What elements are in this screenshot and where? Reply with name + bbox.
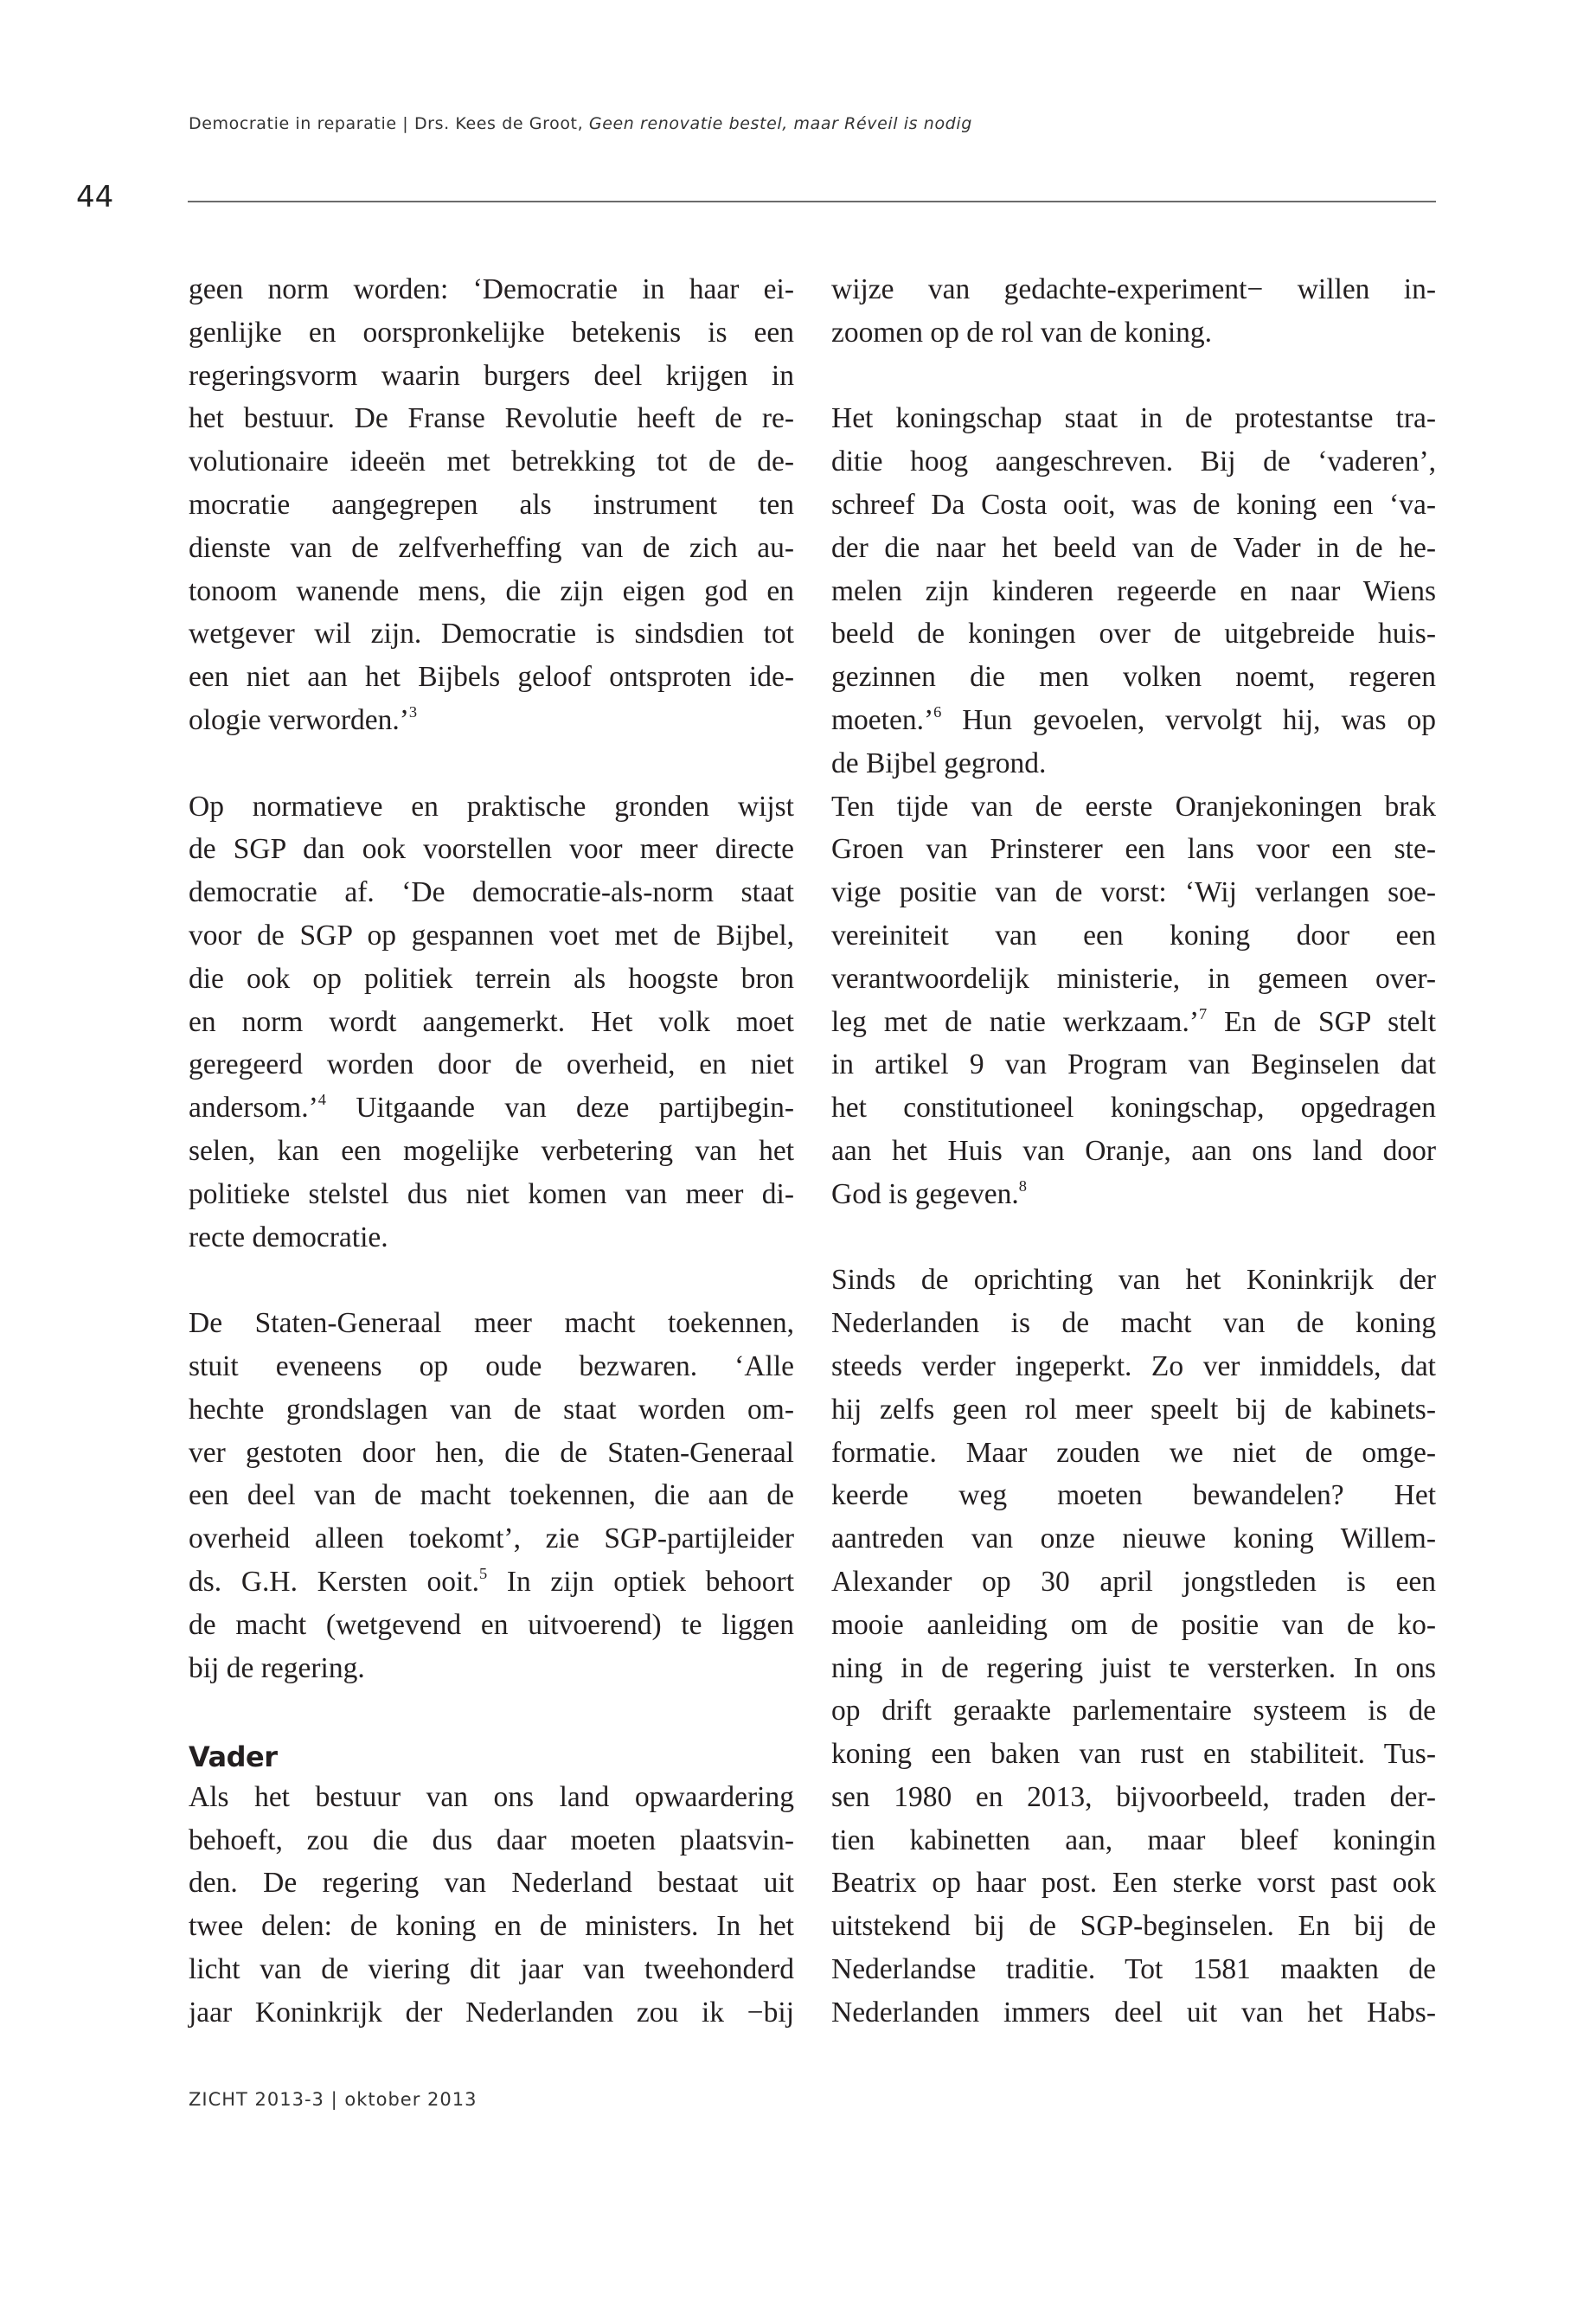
- paragraph-gap: [189, 742, 794, 785]
- text-line: [189, 527, 794, 570]
- text-line: [831, 1302, 1436, 1345]
- text-line: [189, 1086, 794, 1130]
- line-text: op drift geraakte parlementaire systeem is de: [831, 1695, 1436, 1727]
- line-text: overheid alleen toekomt’, zie SGP-partijleider: [189, 1522, 794, 1555]
- text-line: [189, 612, 794, 656]
- line-text: wijze van gedachte-experiment− willen in-: [831, 273, 1436, 305]
- line-text-continued: En de SGP stelt: [1207, 1005, 1436, 1038]
- line-text: ver gestoten door hen, die de Staten-Generaal: [189, 1436, 794, 1469]
- line-text: Nederlandse traditie. Tot 1581 maakten de: [831, 1953, 1436, 1986]
- text-line: [831, 914, 1436, 958]
- section-heading: Vader: [189, 1740, 278, 1774]
- line-text: geen norm worden: ‘Democratie in haar ei-: [189, 273, 794, 305]
- line-text: geregeerd worden door de overheid, en niet: [189, 1048, 794, 1081]
- paragraph: [189, 1302, 794, 1689]
- text-line: [831, 1474, 1436, 1517]
- text-line: [831, 1561, 1436, 1604]
- text-line: [831, 958, 1436, 1001]
- text-line: [831, 1604, 1436, 1647]
- line-text: zoomen op de rol van de koning.: [831, 316, 1213, 349]
- text-line: [831, 440, 1436, 484]
- line-text: beeld de koningen over de uitgebreide huis-: [831, 618, 1436, 651]
- text-line: [831, 1259, 1436, 1302]
- text-line: [831, 527, 1436, 570]
- text-line: [189, 355, 794, 398]
- paragraph: [831, 397, 1436, 785]
- header-rule: [188, 201, 1436, 202]
- text-line: [189, 1130, 794, 1173]
- line-text: Het koningschap staat in de protestantse tra-: [831, 402, 1436, 435]
- text-line: [189, 1302, 794, 1345]
- line-text: twee delen: de koning en de ministers. In het: [189, 1910, 794, 1943]
- line-text: moeten.’: [831, 703, 934, 736]
- paragraph: [831, 268, 1436, 355]
- footnote-marker[interactable]: 4: [317, 1091, 326, 1109]
- text-line: [189, 1948, 794, 1991]
- text-line: [189, 1647, 794, 1690]
- line-text: vereiniteit van een koning door een: [831, 919, 1436, 952]
- text-line: [831, 612, 1436, 656]
- running-head-article-title: Geen renovatie bestel, maar Réveil is nodig: [588, 114, 972, 133]
- line-text: leg met de natie werkzaam.’: [831, 1005, 1199, 1038]
- line-text: keerde weg moeten bewandelen? Het: [831, 1479, 1436, 1512]
- line-text: gezinnen die men volken noemt, regeren: [831, 661, 1436, 694]
- text-line: [831, 1043, 1436, 1086]
- line-text: vige positie van de vorst: ‘Wij verlangen soe-: [831, 876, 1436, 909]
- line-text: schreef Da Costa ooit, was de koning een ‘va-: [831, 488, 1436, 521]
- footer: [189, 2089, 477, 2110]
- footnote-marker[interactable]: 3: [408, 703, 418, 721]
- text-line: [831, 1733, 1436, 1776]
- paragraph: [189, 268, 794, 742]
- text-line: [189, 871, 794, 914]
- line-text: De Staten-Generaal meer macht toekennen,: [189, 1307, 794, 1340]
- text-line: [831, 311, 1436, 355]
- paragraph-gap: [831, 1216, 1436, 1259]
- line-text: het bestuur. De Franse Revolutie heeft de re-: [189, 402, 794, 435]
- paragraph-gap: [189, 1689, 794, 1733]
- text-line: [189, 1819, 794, 1862]
- line-text: ditie hoog aangeschreven. Bij de ‘vaderen’,: [831, 445, 1436, 478]
- line-text-continued: Uitgaande van deze partijbegin-: [325, 1092, 794, 1125]
- text-line: [189, 828, 794, 871]
- line-text: behoeft, zou die dus daar moeten plaatsvin-: [189, 1823, 794, 1856]
- line-text: bij de regering.: [189, 1651, 365, 1684]
- footer-date: oktober 2013: [344, 2089, 478, 2110]
- line-text: selen, kan een mogelijke verbetering van het: [189, 1134, 794, 1167]
- paragraph: [831, 785, 1436, 1216]
- line-text-continued: Hun gevoelen, vervolgt hij, was op: [941, 703, 1436, 736]
- text-line: [189, 1432, 794, 1475]
- line-text: aan het Huis van Oranje, aan ons land door: [831, 1134, 1436, 1167]
- text-line: [831, 1948, 1436, 1991]
- text-line: [831, 1001, 1436, 1044]
- line-text: democratie af. ‘De democratie-als-norm staat: [189, 876, 794, 909]
- text-line: [831, 1991, 1436, 2035]
- text-line: [189, 656, 794, 699]
- line-text: Alexander op 30 april jongstleden is een: [831, 1565, 1436, 1598]
- text-line: [831, 1086, 1436, 1130]
- line-text: ning in de regering juist te versterken. In ons: [831, 1651, 1436, 1684]
- line-text: een deel van de macht toekennen, die aan de: [189, 1479, 794, 1512]
- line-text: ologie verworden.’: [189, 703, 409, 736]
- text-line: [189, 1216, 794, 1259]
- line-text: sen 1980 en 2013, bijvoorbeeld, traden der-: [831, 1780, 1436, 1813]
- text-line: [831, 570, 1436, 613]
- line-text: tien kabinetten aan, maar bleef koningin: [831, 1823, 1436, 1856]
- line-text: recte democratie.: [189, 1221, 388, 1253]
- text-line: [189, 570, 794, 613]
- line-text: tonoom wanende mens, die zijn eigen god en: [189, 574, 794, 607]
- line-text: Als het bestuur van ons land opwaardering: [189, 1780, 794, 1813]
- line-text: Ten tijde van de eerste Oranjekoningen brak: [831, 790, 1436, 823]
- line-text: andersom.’: [189, 1092, 318, 1125]
- text-line: [189, 914, 794, 958]
- line-text: en norm wordt aangemerkt. Het volk moet: [189, 1005, 794, 1038]
- text-line: [189, 440, 794, 484]
- text-line: [189, 1517, 794, 1561]
- line-text-continued: In zijn optiek behoort: [487, 1565, 794, 1598]
- paragraph: [189, 1776, 794, 2035]
- footnote-marker[interactable]: 6: [933, 703, 942, 721]
- text-line: [831, 1130, 1436, 1173]
- page-number: 44: [76, 180, 114, 215]
- footer-publication: ZICHT 2013-3: [189, 2089, 324, 2110]
- text-line: [189, 268, 794, 311]
- text-line: [189, 311, 794, 355]
- line-text: het constitutioneel koningschap, opgedragen: [831, 1092, 1436, 1125]
- text-line: [189, 1001, 794, 1044]
- text-line: [189, 958, 794, 1001]
- line-text: den. De regering van Nederland bestaat uit: [189, 1867, 794, 1900]
- text-line: [831, 1862, 1436, 1905]
- text-line: [831, 1173, 1436, 1216]
- text-line: [831, 742, 1436, 785]
- text-line: [831, 1647, 1436, 1690]
- line-text: die ook op politiek terrein als hoogste bron: [189, 962, 794, 995]
- right-column: [831, 268, 1436, 2035]
- line-text: aantreden van onze nieuwe koning Willem-: [831, 1522, 1436, 1555]
- text-line: [189, 1345, 794, 1388]
- text-line: [831, 699, 1436, 742]
- line-text: jaar Koninkrijk der Nederlanden zou ik −bij: [189, 1996, 794, 2029]
- text-line: [189, 1862, 794, 1905]
- line-text: wetgever wil zijn. Democratie is sindsdien tot: [189, 618, 794, 651]
- text-line: [189, 1561, 794, 1604]
- line-text: Op normatieve en praktische gronden wijst: [189, 790, 794, 823]
- text-line: [831, 1689, 1436, 1733]
- running-head-section: Democratie in reparatie: [189, 114, 397, 133]
- text-line: [831, 397, 1436, 440]
- line-text: der die naar het beeld van de Vader in de he-: [831, 531, 1436, 564]
- line-text: steeds verder ingeperkt. Zo ver inmiddels, dat: [831, 1349, 1436, 1382]
- footnote-marker[interactable]: 7: [1198, 1004, 1208, 1022]
- text-line: [831, 1905, 1436, 1948]
- line-text: de SGP dan ook voorstellen voor meer directe: [189, 833, 794, 866]
- paragraph-gap: [831, 355, 1436, 398]
- text-line: [189, 397, 794, 440]
- line-text: hij zelfs geen rol meer speelt bij de kabinets-: [831, 1393, 1436, 1426]
- line-text: regeringsvorm waarin burgers deel krijgen in: [189, 359, 794, 392]
- line-text: mooie aanleiding om de positie van de ko-: [831, 1608, 1436, 1641]
- text-line: [831, 1345, 1436, 1388]
- text-line: [831, 268, 1436, 311]
- line-text: Beatrix op haar post. Een sterke vorst past ook: [831, 1867, 1436, 1900]
- text-line: [831, 1819, 1436, 1862]
- text-line: [189, 1905, 794, 1948]
- line-text: de macht (wetgevend en uitvoerend) te liggen: [189, 1608, 794, 1641]
- line-text: volutionaire ideeën met betrekking tot de de-: [189, 445, 794, 478]
- line-text: uitstekend bij de SGP-beginselen. En bij de: [831, 1910, 1436, 1943]
- text-line: [189, 1991, 794, 2035]
- line-text: politieke stelstel dus niet komen van meer di-: [189, 1177, 794, 1210]
- left-column: [189, 268, 794, 2035]
- running-head-separator: |: [402, 114, 409, 133]
- line-text: hechte grondslagen van de staat worden om-: [189, 1393, 794, 1426]
- line-text: voor de SGP op gespannen voet met de Bijbel,: [189, 919, 794, 952]
- footer-separator: |: [330, 2089, 338, 2110]
- line-text: God is gegeven.: [831, 1177, 1019, 1210]
- line-text: Groen van Prinsterer een lans voor een ste-: [831, 833, 1436, 866]
- text-line: [831, 656, 1436, 699]
- line-text: stuit eveneens op oude bezwaren. ‘Alle: [189, 1349, 794, 1382]
- line-text: licht van de viering dit jaar van tweehonderd: [189, 1953, 794, 1986]
- text-line: [189, 484, 794, 527]
- text-line: [189, 1604, 794, 1647]
- line-text: Sinds de oprichting van het Koninkrijk der: [831, 1264, 1436, 1297]
- line-text: genlijke en oorspronkelijke betekenis is een: [189, 316, 794, 349]
- line-text: mocratie aangegrepen als instrument ten: [189, 488, 794, 521]
- text-line: [831, 484, 1436, 527]
- paragraph: [831, 1259, 1436, 2034]
- line-text: melen zijn kinderen regeerde en naar Wiens: [831, 574, 1436, 607]
- text-line: [831, 1517, 1436, 1561]
- running-head-author: Drs. Kees de Groot,: [413, 114, 584, 133]
- line-text: een niet aan het Bijbels geloof ontsproten ide-: [189, 661, 794, 694]
- text-line: [189, 1474, 794, 1517]
- text-line: [831, 1432, 1436, 1475]
- line-text: ds. G.H. Kersten ooit.: [189, 1565, 479, 1598]
- text-line: [189, 785, 794, 829]
- text-line: [831, 1388, 1436, 1432]
- footnote-marker[interactable]: 5: [478, 1565, 488, 1583]
- line-text: Nederlanden immers deel uit van het Habs-: [831, 1996, 1436, 2029]
- text-line: [831, 871, 1436, 914]
- text-line: [189, 1388, 794, 1432]
- footnote-marker[interactable]: 8: [1018, 1176, 1027, 1195]
- line-text: formatie. Maar zouden we niet de omge-: [831, 1436, 1436, 1469]
- line-text: Nederlanden is de macht van de koning: [831, 1307, 1436, 1340]
- text-line: [831, 1776, 1436, 1819]
- line-text: verantwoordelijk ministerie, in gemeen over-: [831, 962, 1436, 995]
- line-text: dienste van de zelfverheffing van de zich au-: [189, 531, 794, 564]
- text-line: [831, 828, 1436, 871]
- text-line: [831, 785, 1436, 829]
- paragraph-gap: [189, 1259, 794, 1302]
- text-line: [189, 1173, 794, 1216]
- line-text: in artikel 9 van Program van Beginselen dat: [831, 1048, 1436, 1081]
- text-line: [189, 1776, 794, 1819]
- text-line: [189, 699, 794, 742]
- running-head: [189, 114, 972, 133]
- paragraph: [189, 785, 794, 1259]
- line-text: koning een baken van rust en stabiliteit. Tus-: [831, 1738, 1436, 1771]
- line-text: de Bijbel gegrond.: [831, 747, 1047, 779]
- text-line: [189, 1043, 794, 1086]
